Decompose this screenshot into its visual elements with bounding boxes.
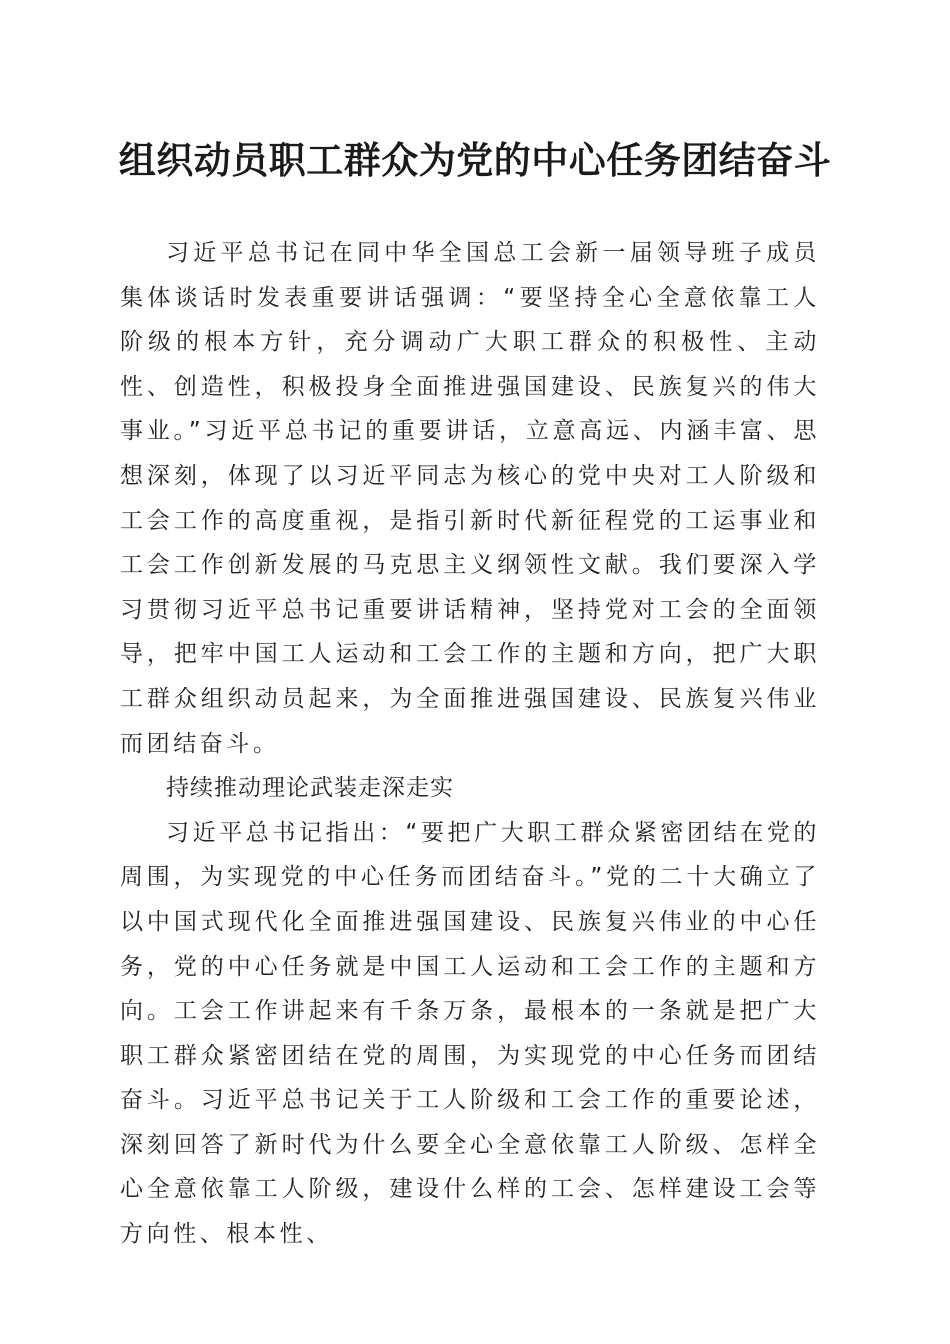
section-heading: 持续推动理论武装走深走实 <box>166 775 454 802</box>
document-body <box>120 231 820 1257</box>
document-title: 组织动员职工群众为党的中心任务团结奋斗 <box>118 138 832 182</box>
body-paragraph-section: 习近平总书记指出：“要把广大职工群众紧密团结在党的周围，为实现党的中心任务而团结奋斗。”党的二十大确立了以中国式现代化全面推进强国建设、民族复兴伟业的中心任务，党的中心任务就是中国工人运动和工会工作的主题和方向。工会工作讲起来有千条万条，最根本的一条就是把广大职工群众紧密团结在党的周围，为实现党的中心任务而团结奋斗。习近平总书记关于工人阶级和工会工作的重要论述，深刻回答了新时代为什么要全心全意依靠工人阶级、怎样全心全意依靠工人阶级，建设什么样的工会、怎样建设工会等方向性、根本性、 <box>120 819 820 1248</box>
body-paragraph-intro: 习近平总书记在同中华全国总工会新一届领导班子成员集体谈话时发表重要讲话强调：“要坚持全心全意依靠工人阶级的根本方针，充分调动广大职工群众的积极性、主动性、创造性，积极投身全面推进强国建设、民族复兴的伟大事业。”习近平总书记的重要讲话，立意高远、内涵丰富、思想深刻，体现了以习近平同志为核心的党中央对工人阶级和工会工作的高度重视，是指引新时代新征程党的工运事业和工会工作创新发展的马克思主义纲领性文献。我们要深入学习贯彻习近平总书记重要讲话精神，坚持党对工会的全面领导，把牢中国工人运动和工会工作的主题和方向，把广大职工群众组织动员起来，为全面推进强国建设、民族复兴伟业而团结奋斗。 <box>120 240 820 757</box>
